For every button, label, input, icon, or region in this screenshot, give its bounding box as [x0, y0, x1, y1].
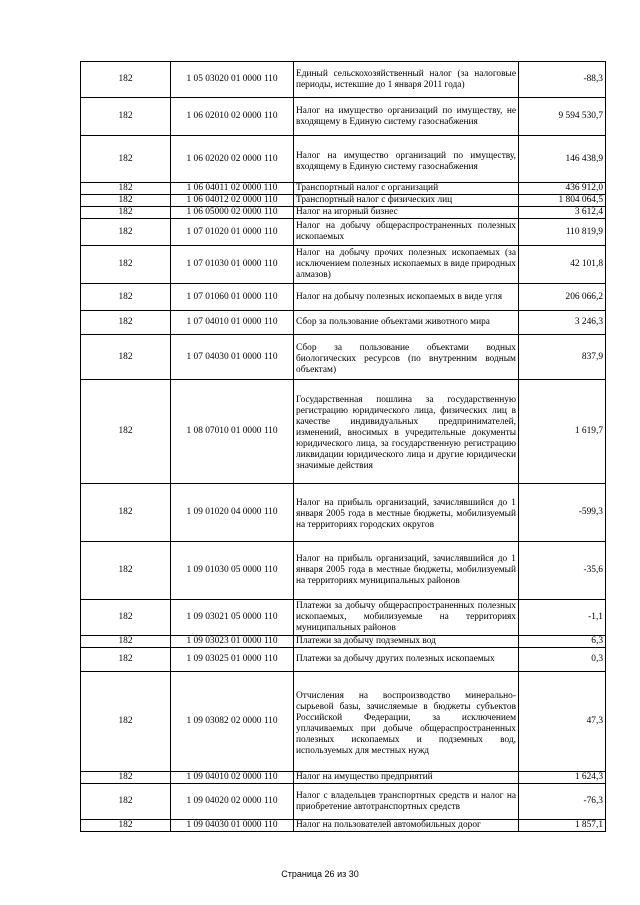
table-row [81, 136, 606, 183]
table-row [81, 219, 606, 246]
admin-code-cell: 182 [81, 195, 171, 207]
revenue-name-cell: Налог на прибыль организаций, зачислявшийся до 1 января 2005 года в местные бюджеты, мобилизуемый на территориях муниципальных районов [294, 542, 519, 600]
revenue-name-cell: Транспортный налог с организаций [294, 183, 519, 195]
revenue-name-cell: Единый сельскохозяйственный налог (за налоговые периоды, истекшие до 1 января 2011 года) [294, 62, 519, 98]
table-row [81, 284, 606, 311]
budget-code-cell: 1 07 01060 01 0000 110 [171, 284, 294, 311]
amount-cell: -1,1 [519, 600, 606, 636]
revenue-name-cell: Налог на имущество предприятий [294, 772, 519, 784]
table-row [81, 784, 606, 820]
budget-code-cell: 1 09 01020 04 0000 110 [171, 484, 294, 542]
revenue-name-cell: Налог с владельцев транспортных средств и налог на приобретение автотранспортных средств [294, 784, 519, 820]
revenue-name-cell: Налог на пользователей автомобильных дорог [294, 820, 519, 832]
amount-cell: -35,6 [519, 542, 606, 600]
admin-code-cell: 182 [81, 672, 171, 772]
revenue-name-cell: Налог на добычу полезных ископаемых в виде угля [294, 284, 519, 311]
table-row [81, 648, 606, 672]
table-row [81, 484, 606, 542]
table-row [81, 542, 606, 600]
admin-code-cell: 182 [81, 183, 171, 195]
budget-code-cell: 1 06 04011 02 0000 110 [171, 183, 294, 195]
admin-code-cell: 182 [81, 136, 171, 183]
budget-code-cell: 1 06 04012 02 0000 110 [171, 195, 294, 207]
budget-code-cell: 1 07 01020 01 0000 110 [171, 219, 294, 246]
table-row [81, 820, 606, 832]
budget-code-cell: 1 06 02020 02 0000 110 [171, 136, 294, 183]
admin-code-cell: 182 [81, 219, 171, 246]
budget-code-cell: 1 09 04030 01 0000 110 [171, 820, 294, 832]
budget-code-cell: 1 06 05000 02 0000 110 [171, 207, 294, 219]
revenue-name-cell: Сбор за пользование объектами животного мира [294, 311, 519, 335]
amount-cell: 3 246,3 [519, 311, 606, 335]
table-row [81, 311, 606, 335]
table-row [81, 335, 606, 380]
budget-code-cell: 1 09 01030 05 0000 110 [171, 542, 294, 600]
table-row [81, 246, 606, 284]
page-number: Страница 26 из 30 [281, 869, 359, 879]
revenue-table [80, 61, 606, 832]
admin-code-cell: 182 [81, 648, 171, 672]
revenue-name-cell: Платежи за добычу подземных вод [294, 636, 519, 648]
amount-cell: 436 912,0 [519, 183, 606, 195]
amount-cell: 206 066,2 [519, 284, 606, 311]
revenue-name-cell: Налог на добычу прочих полезных ископаемых (за исключением полезных ископаемых в виде природных алмазов) [294, 246, 519, 284]
admin-code-cell: 182 [81, 98, 171, 136]
admin-code-cell: 182 [81, 784, 171, 820]
amount-cell: 1 624,3 [519, 772, 606, 784]
amount-cell: 110 819,9 [519, 219, 606, 246]
budget-code-cell: 1 07 04010 01 0000 110 [171, 311, 294, 335]
amount-cell: 9 594 530,7 [519, 98, 606, 136]
admin-code-cell: 182 [81, 246, 171, 284]
budget-code-cell: 1 09 04020 02 0000 110 [171, 784, 294, 820]
table-row [81, 195, 606, 207]
amount-cell: -88,3 [519, 62, 606, 98]
table-row [81, 600, 606, 636]
admin-code-cell: 182 [81, 542, 171, 600]
amount-cell: 47,3 [519, 672, 606, 772]
amount-cell: 1 619,7 [519, 380, 606, 484]
budget-code-cell: 1 06 02010 02 0000 110 [171, 98, 294, 136]
admin-code-cell: 182 [81, 62, 171, 98]
amount-cell: 42 101,8 [519, 246, 606, 284]
budget-code-cell: 1 05 03020 01 0000 110 [171, 62, 294, 98]
amount-cell: 6,3 [519, 636, 606, 648]
revenue-name-cell: Платежи за добычу общераспространенных полезных ископаемых, мобилизуемые на территориях муниципальных районов [294, 600, 519, 636]
table-row [81, 98, 606, 136]
admin-code-cell: 182 [81, 636, 171, 648]
table-row [81, 183, 606, 195]
table-row [81, 62, 606, 98]
budget-code-cell: 1 09 04010 02 0000 110 [171, 772, 294, 784]
revenue-name-cell: Налог на добычу общераспространенных полезных ископаемых [294, 219, 519, 246]
revenue-name-cell: Государственная пошлина за государственную регистрацию юридического лица, физических лиц в качестве индивидуальных предпринимателей, изменений, вносимых в учредительные документы юридического лица, за государственную регистрацию ликвидации юридического лица и другие юридически значимые действия [294, 380, 519, 484]
revenue-name-cell: Платежи за добычу других полезных ископаемых [294, 648, 519, 672]
amount-cell: 0,3 [519, 648, 606, 672]
admin-code-cell: 182 [81, 284, 171, 311]
table-row [81, 207, 606, 219]
amount-cell: 146 438,9 [519, 136, 606, 183]
budget-code-cell: 1 07 04030 01 0000 110 [171, 335, 294, 380]
revenue-name-cell: Налог на имущество организаций по имуществу, не входящему в Единую систему газоснабжения [294, 98, 519, 136]
budget-code-cell: 1 07 01030 01 0000 110 [171, 246, 294, 284]
admin-code-cell: 182 [81, 820, 171, 832]
admin-code-cell: 182 [81, 380, 171, 484]
admin-code-cell: 182 [81, 335, 171, 380]
revenue-name-cell: Отчисления на воспроизводство минерально-сырьевой базы, зачисляемые в бюджеты субъектов Российской Федерации, за исключением уплачиваемых при добыче общераспространенных полезных ископаемых и подземных вод, используемых для местных нужд [294, 672, 519, 772]
amount-cell: -76,3 [519, 784, 606, 820]
admin-code-cell: 182 [81, 311, 171, 335]
revenue-name-cell: Налог на имущество организаций по имуществу, входящему в Единую систему газоснабжения [294, 136, 519, 183]
revenue-name-cell: Транспортный налог с физических лиц [294, 195, 519, 207]
table-row [81, 772, 606, 784]
budget-code-cell: 1 09 03021 05 0000 110 [171, 600, 294, 636]
admin-code-cell: 182 [81, 484, 171, 542]
budget-code-cell: 1 09 03082 02 0000 110 [171, 672, 294, 772]
admin-code-cell: 182 [81, 207, 171, 219]
revenue-name-cell: Налог на прибыль организаций, зачислявшийся до 1 января 2005 года в местные бюджеты, мобилизуемый на территориях городских округов [294, 484, 519, 542]
table-row [81, 380, 606, 484]
table-row [81, 636, 606, 648]
admin-code-cell: 182 [81, 772, 171, 784]
amount-cell: 837,9 [519, 335, 606, 380]
budget-code-cell: 1 09 03023 01 0000 110 [171, 636, 294, 648]
amount-cell: 1 804 064,5 [519, 195, 606, 207]
revenue-name-cell: Налог на игорный бизнес [294, 207, 519, 219]
table-row [81, 672, 606, 772]
revenue-table-body [81, 62, 606, 832]
revenue-name-cell: Сбор за пользование объектами водных биологических ресурсов (по внутренним водным объектам) [294, 335, 519, 380]
budget-code-cell: 1 09 03025 01 0000 110 [171, 648, 294, 672]
admin-code-cell: 182 [81, 600, 171, 636]
amount-cell: 3 612,4 [519, 207, 606, 219]
budget-code-cell: 1 08 07010 01 0000 110 [171, 380, 294, 484]
amount-cell: -599,3 [519, 484, 606, 542]
amount-cell: 1 857,1 [519, 820, 606, 832]
